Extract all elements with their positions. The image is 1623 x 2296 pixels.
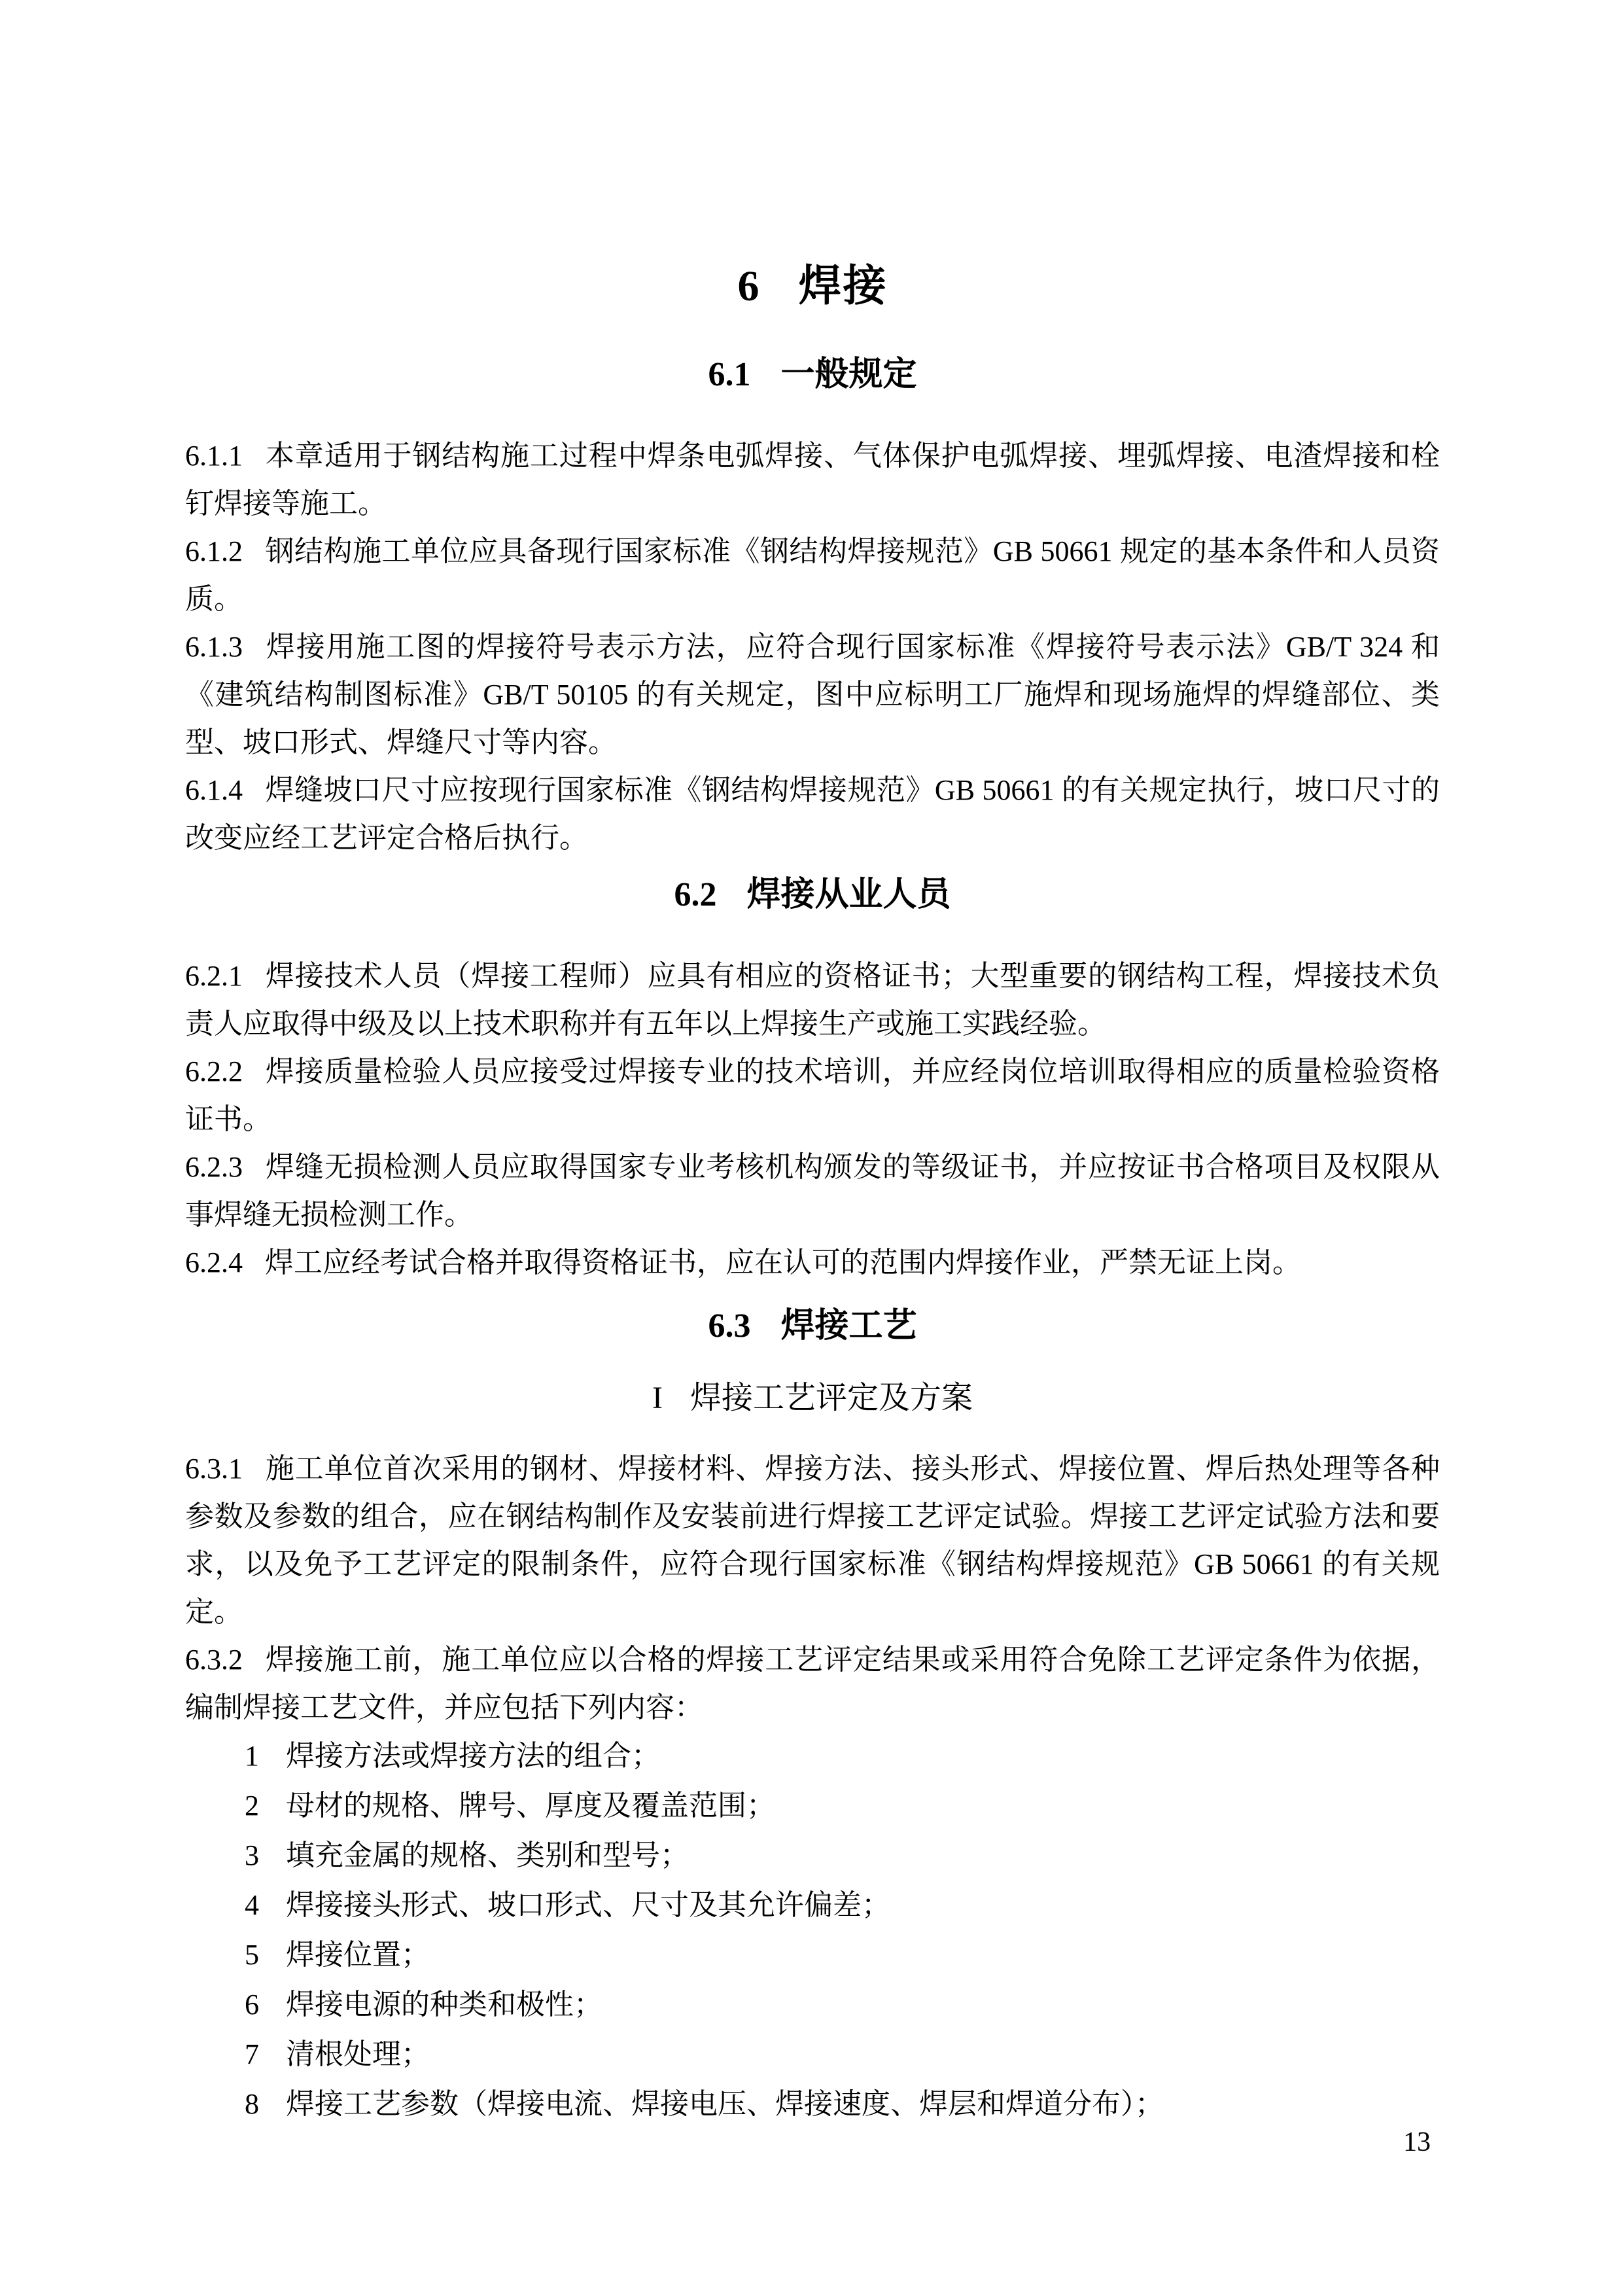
section-6-3-title: 焊接工艺 (780, 1307, 917, 1345)
clause-text: 施工单位首次采用的钢材、焊接材料、焊接方法、接头形式、焊接位置、焊后热处理等各种参数及参数的组合，应在钢结构制作及安装前进行焊接工艺评定试验。焊接工艺评定试验方法和要求，以及免予工艺评定的限制条件，应符合现行国家标准《钢结构焊接规范》GB 50661 的有关规定。 (185, 1453, 1440, 1628)
chapter-number: 6 (737, 262, 761, 310)
list-item-text: 焊接位置； (286, 1939, 430, 1971)
list-item-text: 母材的规格、牌号、厚度及覆盖范围； (286, 1790, 775, 1822)
section-6-1-title: 一般规定 (780, 356, 917, 393)
page-content (185, 0, 1440, 2129)
page-number: 13 (1403, 2127, 1431, 2157)
list-item-8 (185, 2079, 1440, 2129)
section-6-3-number: 6.3 (708, 1307, 751, 1345)
section-6-2-heading (185, 876, 1440, 914)
section-6-2-title: 焊接从业人员 (746, 876, 951, 913)
list-item-7 (185, 2030, 1440, 2079)
list-item-text: 焊接接头形式、坡口形式、尺寸及其允许偏差； (286, 1889, 890, 1921)
clause-6-2-4 (185, 1239, 1440, 1286)
clause-number: 6.1.3 (185, 631, 243, 663)
clause-6-3-2 (185, 1636, 1440, 1731)
chapter-heading (185, 0, 1440, 310)
clause-number: 6.2.1 (185, 960, 243, 992)
list-item-4 (185, 1881, 1440, 1930)
list-item-number: 5 (245, 1939, 259, 1971)
list-item-text: 焊接工艺参数（焊接电流、焊接电压、焊接速度、焊层和焊道分布）； (286, 2088, 1164, 2120)
section-6-1-clauses (185, 432, 1440, 862)
list-item-text: 填充金属的规格、类别和型号； (286, 1839, 689, 1871)
clause-number: 6.2.3 (185, 1151, 243, 1183)
list-item-number: 1 (245, 1740, 259, 1772)
clause-number: 6.1.2 (185, 535, 243, 567)
clause-number: 6.1.1 (185, 440, 243, 472)
clause-text: 焊接质量检验人员应接受过焊接专业的技术培训，并应经岗位培训取得相应的质量检验资格证书。 (185, 1055, 1440, 1135)
list-item-number: 2 (245, 1790, 259, 1822)
clause-number: 6.2.4 (185, 1246, 243, 1279)
clause-number: 6.1.4 (185, 774, 243, 806)
list-item-text: 焊接电源的种类和极性； (286, 1988, 602, 2021)
chapter-title-text: 焊接 (798, 262, 888, 310)
clause-text: 本章适用于钢结构施工过程中焊条电弧焊接、气体保护电弧焊接、埋弧焊接、电渣焊接和栓钉焊接等施工。 (185, 440, 1440, 520)
clause-6-2-1 (185, 952, 1440, 1048)
list-item-3 (185, 1831, 1440, 1881)
clause-6-1-3 (185, 623, 1440, 766)
list-item-6 (185, 1980, 1440, 2030)
list-item-number: 7 (245, 2038, 259, 2070)
list-item-2 (185, 1781, 1440, 1831)
clause-text: 钢结构施工单位应具备现行国家标准《钢结构焊接规范》GB 50661 规定的基本条件和人员资质。 (185, 535, 1440, 615)
subsection-heading-process-qualification (185, 1381, 1440, 1416)
clause-6-2-3 (185, 1143, 1440, 1239)
clause-6-3-2-item-list (185, 1731, 1440, 2129)
section-6-2-clauses (185, 952, 1440, 1286)
clause-6-3-1 (185, 1445, 1440, 1636)
list-item-text: 焊接方法或焊接方法的组合； (286, 1740, 660, 1772)
clause-6-2-2 (185, 1048, 1440, 1143)
clause-number: 6.2.2 (185, 1055, 243, 1087)
clause-number: 6.3.1 (185, 1453, 243, 1485)
subsection-roman-numeral: I (652, 1381, 663, 1415)
clause-text: 焊接技术人员（焊接工程师）应具有相应的资格证书；大型重要的钢结构工程，焊接技术负责人应取得中级及以上技术职称并有五年以上焊接生产或施工实践经验。 (185, 960, 1440, 1040)
clause-6-1-1 (185, 432, 1440, 527)
list-item-text: 清根处理； (286, 2038, 430, 2070)
list-item-number: 8 (245, 2088, 259, 2120)
clause-text: 焊接施工前，施工单位应以合格的焊接工艺评定结果或采用符合免除工艺评定条件为依据，编制焊接工艺文件，并应包括下列内容： (185, 1644, 1440, 1723)
section-6-2-number: 6.2 (674, 876, 717, 913)
clause-text: 焊缝坡口尺寸应按现行国家标准《钢结构焊接规范》GB 50661 的有关规定执行，坡口尺寸的改变应经工艺评定合格后执行。 (185, 774, 1440, 854)
list-item-5 (185, 1930, 1440, 1980)
clause-6-1-4 (185, 766, 1440, 862)
clause-text: 焊工应经考试合格并取得资格证书，应在认可的范围内焊接作业，严禁无证上岗。 (265, 1246, 1301, 1279)
subsection-title-text: 焊接工艺评定及方案 (689, 1381, 973, 1415)
clause-text: 焊接用施工图的焊接符号表示方法，应符合现行国家标准《焊接符号表示法》GB/T 324 和《建筑结构制图标准》GB/T 50105 的有关规定，图中应标明工厂施焊和现场施焊的焊缝部位、类型、坡口形式、焊缝尺寸等内容。 (185, 631, 1440, 758)
section-6-1-number: 6.1 (708, 356, 751, 393)
section-6-3-heading (185, 1307, 1440, 1345)
list-item-number: 4 (245, 1889, 259, 1921)
clause-6-1-2 (185, 527, 1440, 623)
section-6-3-clauses (185, 1445, 1440, 1731)
list-item-1 (185, 1731, 1440, 1781)
clause-text: 焊缝无损检测人员应取得国家专业考核机构颁发的等级证书，并应按证书合格项目及权限从事焊缝无损检测工作。 (185, 1151, 1440, 1231)
list-item-number: 3 (245, 1839, 259, 1871)
clause-number: 6.3.2 (185, 1644, 243, 1676)
section-6-1-heading (185, 356, 1440, 394)
list-item-number: 6 (245, 1988, 259, 2021)
